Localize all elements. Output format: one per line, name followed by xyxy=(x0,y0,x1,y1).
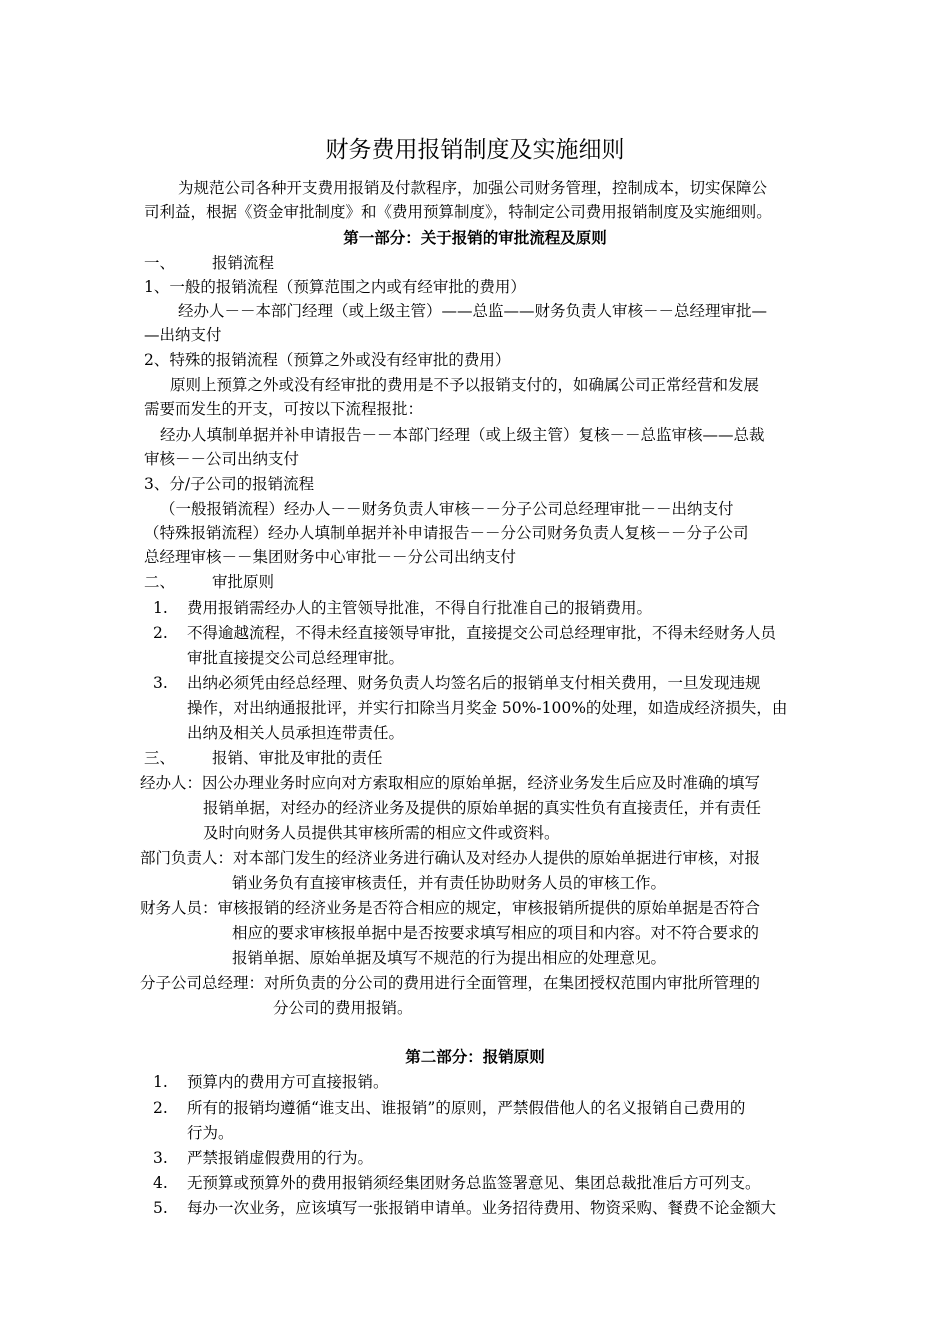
list-item-line: 出纳必须凭由经总经理、财务负责人均签名后的报销单支付相关费用，一旦发现违规 xyxy=(187,674,761,692)
role-line: 相应的要求审核报单据中是否按要求填写相应的项目和内容。对不符合要求的 xyxy=(232,924,760,942)
role-line: 经办人：因公办理业务时应向对方索取相应的原始单据，经济业务发生后应及时准确的填写 xyxy=(140,774,761,792)
role-line: 及时向财务人员提供其审核所需的相应文件或资料。 xyxy=(203,824,560,842)
list-item-line: 所有的报销均遵循“谁支出、谁报销”的原则，严禁假借他人的名义报销自己费用的 xyxy=(187,1099,746,1117)
list-number: 3. xyxy=(153,1149,168,1167)
flow-line: 经办人填制单据并补申请报告－－本部门经理（或上级主管）复核－－总监审核——总裁 xyxy=(160,426,765,444)
flow-title: 3、分/子公司的报销流程 xyxy=(144,475,315,493)
list-item-line: 审批直接提交公司总经理审批。 xyxy=(187,649,405,667)
list-item-line: 操作，对出纳通报批评，并实行扣除当月奖金 50%-100%的处理，如造成经济损失，由 xyxy=(187,699,788,717)
list-item-line: 不得逾越流程，不得未经直接领导审批，直接提交公司总经理审批，不得未经财务人员 xyxy=(187,624,777,642)
flow-line: 审核－－公司出纳支付 xyxy=(144,450,300,468)
list-number: 1. xyxy=(153,599,168,617)
part2-heading: 第二部分：报销原则 xyxy=(405,1047,545,1066)
list-number: 3. xyxy=(153,674,168,692)
list-item-line: 每办一次业务，应该填写一张报销申请单。业务招待费用、物资采购、餐费不论金额大 xyxy=(187,1199,777,1217)
list-item-line: 无预算或预算外的费用报销须经集团财务总监签署意见、集团总裁批准后方可列支。 xyxy=(187,1174,761,1192)
list-number: 2. xyxy=(153,1099,168,1117)
flow-line: （一般报销流程）经办人－－财务负责人审核－－分子公司总经理审批－－出纳支付 xyxy=(160,500,734,518)
list-number: 5. xyxy=(153,1199,168,1217)
section-number: 二、 xyxy=(144,573,176,591)
role-line: 财务人员：审核报销的经济业务是否符合相应的规定，审核报销所提供的原始单据是否符合 xyxy=(140,899,761,917)
flow-line: 原则上预算之外或没有经审批的费用是不予以报销支付的，如确属公司正常经营和发展 xyxy=(170,376,760,394)
flow-title: 1、一般的报销流程（预算范围之内或有经审批的费用） xyxy=(144,278,526,296)
document-title: 财务费用报销制度及实施细则 xyxy=(325,137,625,163)
section-number: 三、 xyxy=(144,749,176,767)
flow-line: 经办人－－本部门经理（或上级主管）——总监——财务负责人审核－－总经理审批— xyxy=(178,302,768,320)
section-title: 报销、审批及审批的责任 xyxy=(212,749,383,767)
role-line: 分公司的费用报销。 xyxy=(273,999,413,1017)
part1-heading: 第一部分：关于报销的审批流程及原则 xyxy=(343,228,607,247)
role-line: 分子公司总经理：对所负责的分公司的费用进行全面管理，在集团授权范围内审批所管理的 xyxy=(140,974,761,992)
section-number: 一、 xyxy=(144,254,176,272)
flow-line: 需要而发生的开支，可按以下流程报批： xyxy=(144,400,424,418)
role-line: 报销单据，对经办的经济业务及提供的原始单据的真实性负有直接责任，并有责任 xyxy=(203,799,762,817)
flow-line: （特殊报销流程）经办人填制单据并补申请报告－－分公司财务负责人复核－－分子公司 xyxy=(144,524,749,542)
role-line: 销业务负有直接审核责任，并有责任协助财务人员的审核工作。 xyxy=(232,874,667,892)
role-line: 报销单据、原始单据及填写不规范的行为提出相应的处理意见。 xyxy=(232,949,667,967)
flow-line: 总经理审核－－集团财务中心审批－－分公司出纳支付 xyxy=(144,548,517,566)
list-item-line: 费用报销需经办人的主管领导批准，不得自行批准自己的报销费用。 xyxy=(187,599,653,617)
list-number: 2. xyxy=(153,624,168,642)
flow-title: 2、特殊的报销流程（预算之外或没有经审批的费用） xyxy=(144,351,511,369)
section-title: 审批原则 xyxy=(212,573,275,591)
list-item-line: 出纳及相关人员承担连带责任。 xyxy=(187,724,405,742)
list-item-line: 严禁报销虚假费用的行为。 xyxy=(187,1149,374,1167)
list-number: 4. xyxy=(153,1174,168,1192)
list-item-line: 行为。 xyxy=(187,1124,234,1142)
intro-line: 司利益，根据《资金审批制度》和《费用预算制度》，特制定公司费用报销制度及实施细则。 xyxy=(144,203,772,221)
role-line: 部门负责人：对本部门发生的经济业务进行确认及对经办人提供的原始单据进行审核，对报 xyxy=(140,849,761,867)
section-title: 报销流程 xyxy=(212,254,275,272)
list-item-line: 预算内的费用方可直接报销。 xyxy=(187,1073,389,1091)
list-number: 1. xyxy=(153,1073,168,1091)
flow-line: —出纳支付 xyxy=(144,326,222,344)
intro-line: 为规范公司各种开支费用报销及付款程序，加强公司财务管理，控制成本，切实保障公 xyxy=(178,179,768,197)
